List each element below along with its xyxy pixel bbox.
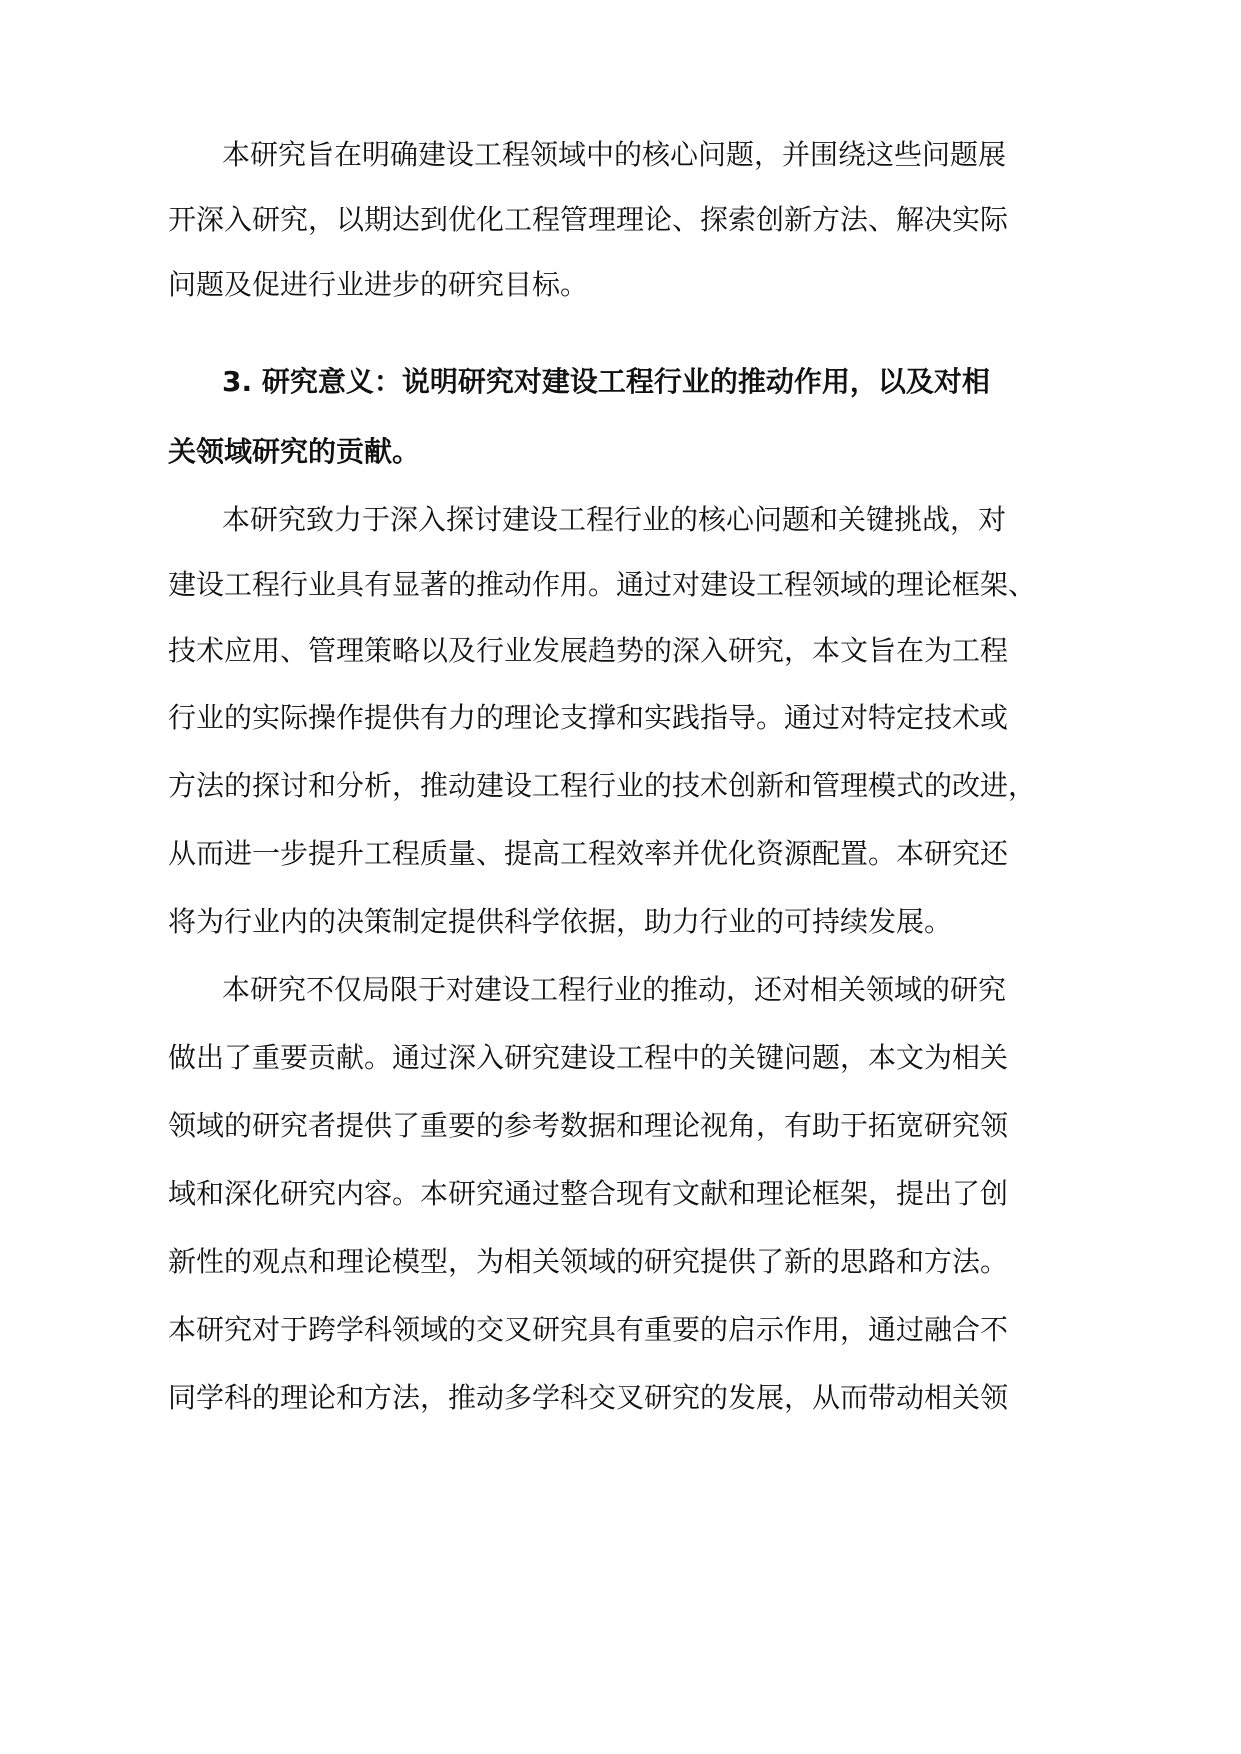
contribution-line-6: 本研究对于跨学科领域的交叉研究具有重要的启示作用，通过融合不 bbox=[168, 1313, 1009, 1346]
impact-line-7: 将为行业内的决策制定提供科学依据，助力行业的可持续发展。 bbox=[168, 905, 953, 938]
impact-line-2: 建设工程行业具有显著的推动作用。通过对建设工程领域的理论框架、 bbox=[168, 568, 1037, 601]
section-heading-line-1: 3. 研究意义：说明研究对建设工程行业的推动作用，以及对相 bbox=[222, 365, 990, 398]
contribution-line-3: 领域的研究者提供了重要的参考数据和理论视角，有助于拓宽研究领 bbox=[168, 1109, 1009, 1142]
impact-line-6: 从而进一步提升工程质量、提高工程效率并优化资源配置。本研究还 bbox=[168, 837, 1009, 870]
impact-line-3: 技术应用、管理策略以及行业发展趋势的深入研究，本文旨在为工程 bbox=[168, 634, 1009, 667]
impact-line-5: 方法的探讨和分析，推动建设工程行业的技术创新和管理模式的改进， bbox=[168, 769, 1037, 802]
contribution-line-2: 做出了重要贡献。通过深入研究建设工程中的关键问题，本文为相关 bbox=[168, 1041, 1009, 1074]
contribution-line-1: 本研究不仅局限于对建设工程行业的推动，还对相关领域的研究 bbox=[222, 973, 1007, 1006]
section-heading-line-2: 关领域研究的贡献。 bbox=[168, 435, 421, 468]
intro-line-2: 开深入研究，以期达到优化工程管理理论、探索创新方法、解决实际 bbox=[168, 203, 1009, 236]
impact-line-4: 行业的实际操作提供有力的理论支撑和实践指导。通过对特定技术或 bbox=[168, 701, 1009, 734]
intro-line-1: 本研究旨在明确建设工程领域中的核心问题，并围绕这些问题展 bbox=[222, 138, 1007, 171]
contribution-line-5: 新性的观点和理论模型，为相关领域的研究提供了新的思路和方法。 bbox=[168, 1245, 1009, 1278]
intro-line-3: 问题及促进行业进步的研究目标。 bbox=[168, 268, 589, 301]
contribution-line-4: 域和深化研究内容。本研究通过整合现有文献和理论框架，提出了创 bbox=[168, 1177, 1009, 1210]
contribution-line-7: 同学科的理论和方法，推动多学科交叉研究的发展，从而带动相关领 bbox=[168, 1381, 1009, 1414]
impact-line-1: 本研究致力于深入探讨建设工程行业的核心问题和关键挑战，对 bbox=[222, 503, 1007, 536]
